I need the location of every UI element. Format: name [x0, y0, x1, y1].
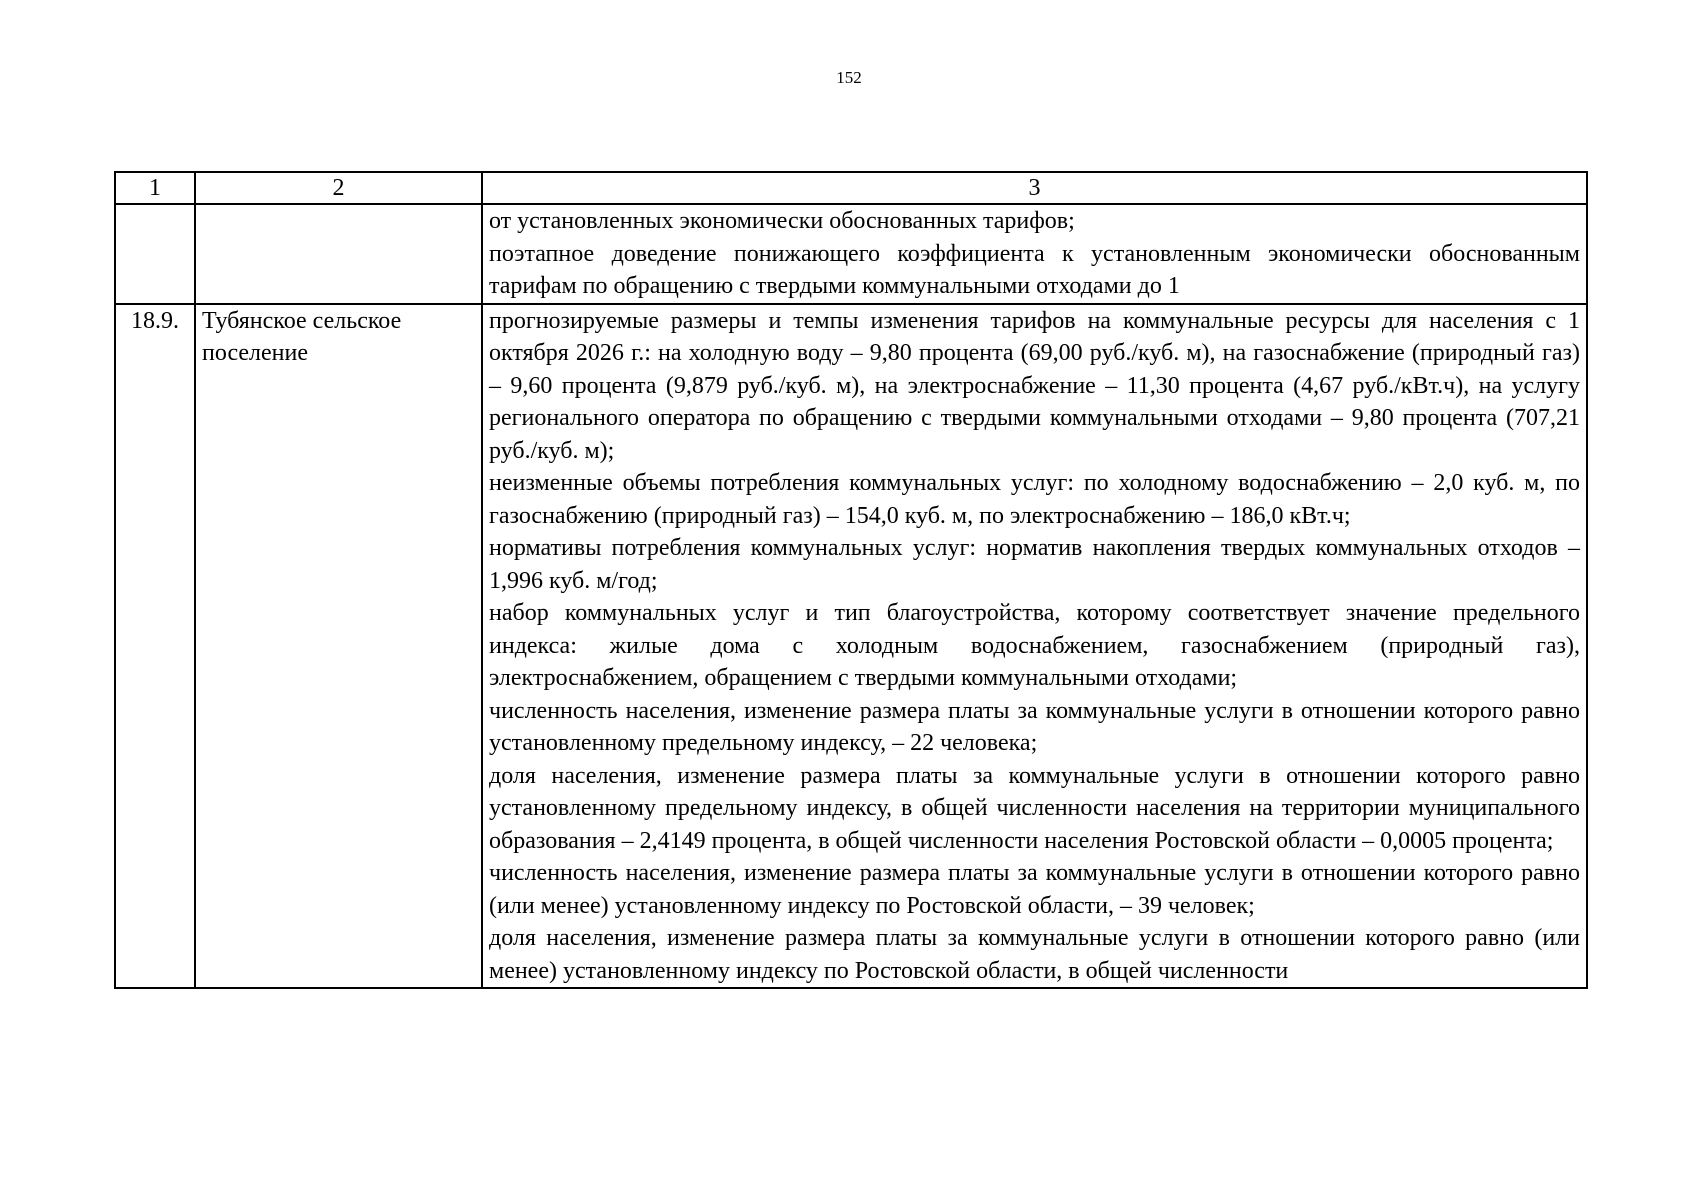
paragraph: нормативы потребления коммунальных услуг: норматив накопления твердых коммунальных отходов – 1,996 куб. м/год;	[489, 535, 1580, 594]
row-content-cell	[482, 204, 1587, 304]
row-number-cell	[115, 204, 195, 304]
page-number: 152	[836, 68, 862, 87]
table-row-continuation	[115, 204, 1587, 304]
row-name-cell: Тубянское сельское поселение	[195, 304, 482, 989]
paragraph: доля населения, изменение размера платы за коммунальные услуги в отношении которого равно установленному предельному индексу, в общей численности населения на территории муниципального образования – 2,4149 процента, в общей численности населения Ростовской области – 0,0005 процента;	[489, 762, 1580, 854]
paragraph: численность населения, изменение размера платы за коммунальные услуги в отношении которого равно установленному предельному индексу, – 22 человека;	[489, 697, 1580, 756]
paragraph: неизменные объемы потребления коммунальных услуг: по холодному водоснабжению – 2,0 куб. м, по газоснабжению (природный газ) – 154,0 куб. м, по электроснабжению – 186,0 кВт.ч;	[489, 470, 1580, 529]
table-row-18-9	[115, 304, 1587, 989]
row-number-cell: 18.9.	[115, 304, 195, 989]
row-name-cell	[195, 204, 482, 304]
paragraph: поэтапное доведение понижающего коэффициента к установленным экономически обоснованным тарифам по обращению с твердыми коммунальными отходами до 1	[489, 240, 1580, 299]
paragraph: численность населения, изменение размера платы за коммунальные услуги в отношении которого равно (или менее) установленному индексу по Ростовской области, – 39 человек;	[489, 860, 1580, 919]
table-header-row	[115, 172, 1587, 204]
paragraph: доля населения, изменение размера платы за коммунальные услуги в отношении которого равно (или менее) установленному индексу по Ростовской области, в общей численности	[489, 925, 1580, 984]
paragraph: от установленных экономически обоснованных тарифов;	[489, 208, 1075, 234]
header-col-2: 2	[195, 172, 482, 204]
row-content-cell	[482, 304, 1587, 989]
paragraph: прогнозируемые размеры и темпы изменения тарифов на коммунальные ресурсы для населения с 1 октября 2026 г.: на холодную воду – 9,80 процента (69,00 руб./куб. м), на газоснабжение (природный газ) – 9,60 процента (9,879 руб./куб. м), на электроснабжение – 11,30 процента (4,67 руб./кВт.ч), на услугу регионального оператора по обращению с твердыми коммунальными отходами – 9,80 процента (707,21 руб./куб. м);	[489, 307, 1580, 464]
paragraph: набор коммунальных услуг и тип благоустройства, которому соответствует значение предельного индекса: жилые дома с холодным водоснабжением, газоснабжением (природный газ), электроснабжением, обращением с твердыми коммунальными отходами;	[489, 600, 1580, 691]
header-col-3: 3	[482, 172, 1587, 204]
document-table	[114, 171, 1588, 989]
header-col-1: 1	[115, 172, 195, 204]
